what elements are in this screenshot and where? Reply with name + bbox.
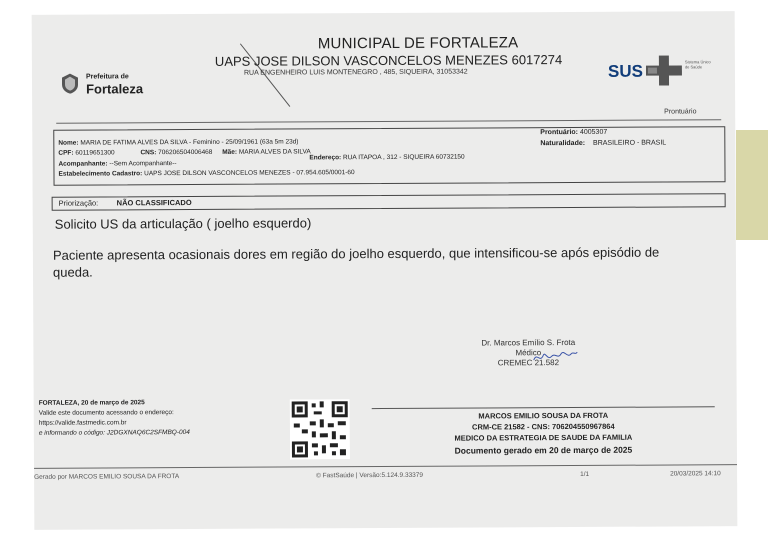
priority-value: NÃO CLASSIFICADO: [116, 198, 192, 208]
acompanhante-row: [58, 160, 176, 168]
prefeitura-label: Prefeitura de: [85, 73, 129, 81]
sus-logo-text: SUS: [607, 61, 643, 81]
document-page: [32, 11, 738, 530]
doctor-role: MEDICO DA ESTRATEGIA DE SAUDE DA FAMILIA: [454, 432, 633, 443]
page-number: 1/1: [580, 470, 590, 478]
cns-label: CNS:: [140, 149, 157, 157]
qr-code: [290, 399, 350, 459]
endereco-row: [309, 154, 464, 162]
estabelecimento-value: UAPS JOSE DILSON VASCONCELOS MENEZES - 07.954.605/0001-60: [144, 169, 355, 178]
sus-cross-icon: [646, 55, 682, 85]
mae-label: Mãe:: [222, 148, 238, 156]
document-generated-date: Documento gerado em 20 de março de 2025: [454, 444, 633, 456]
doctor-block: [372, 409, 715, 457]
prontuario-row: [540, 129, 607, 136]
estabelecimento-label: Estabelecimento Cadastro:: [58, 170, 143, 178]
generated-by: Gerado por MARCOS EMILIO SOUSA DA FROTA: [34, 473, 180, 481]
endereco-value: RUA ITAPOA , 312 - SIQUEIRA 60732150: [342, 153, 465, 162]
cpf-value: 60119651300: [75, 149, 115, 157]
validation-code: e informando o código: J2DGXNAQ6C2SFMBQ-004: [38, 429, 190, 437]
naturalidade-value: BRASILEIRO - BRASIL: [593, 139, 667, 147]
name-label: Nome:: [58, 139, 79, 147]
patient-name: MARIA DE FATIMA ALVES DA SILVA - Feminino - 25/09/1961 (63a 5m 23d): [80, 138, 299, 147]
sus-subtitle: Sistema Único de Saúde: [684, 59, 711, 70]
stamp-role: Médico: [515, 348, 542, 358]
priority-label: Priorização:: [58, 198, 99, 208]
acompanhante-label: Acompanhante:: [58, 160, 108, 168]
validation-info: [39, 398, 190, 439]
patient-cpf-row: [58, 148, 310, 156]
doctor-crm: CRM-CE 21582 - CNS: 706204550967864: [472, 421, 615, 432]
validation-text: Valide este documento acessando o endereço:: [38, 409, 174, 417]
naturalidade-label: Naturalidade:: [540, 139, 586, 148]
background-object: [736, 130, 768, 240]
prefeitura-name: Fortaleza: [86, 81, 144, 97]
software-version: © FastSaúde | Versão:5.124.9.33379: [316, 471, 424, 480]
unit-address: RUA ENGENHEIRO LUIS MONTENEGRO , 485, SIQUEIRA, 31053342: [243, 68, 468, 77]
naturalidade-row: [540, 140, 666, 148]
footer-divider: [34, 464, 737, 469]
patient-info-box: [53, 126, 725, 186]
exam-request: Solicito US da articulação ( joelho esquerdo): [54, 215, 312, 232]
date-place: FORTALEZA, 20 de março de 2025: [38, 399, 145, 407]
prontuario-tag: Prontuário: [664, 108, 697, 116]
header-title: MUNICIPAL DE FORTALEZA: [317, 34, 519, 53]
estabelecimento-row: [58, 169, 354, 178]
endereco-label: Endereço:: [309, 154, 342, 162]
stamp-cremec: CREMEC 21.582: [497, 358, 560, 368]
prontuario-label: Prontuário:: [540, 128, 579, 137]
mae-value: MARIA ALVES DA SILVA: [238, 148, 311, 156]
stamp-name: Dr. Marcos Emílio S. Frota: [481, 338, 576, 348]
header-divider: [56, 119, 721, 123]
cns-value: 706206504006468: [158, 148, 213, 157]
doctor-name: MARCOS EMILIO SOUSA DA FROTA: [478, 410, 609, 421]
city-crest-icon: [60, 73, 80, 95]
validation-url[interactable]: https://valide.fastmedic.com.br: [38, 419, 127, 427]
clinical-description: Paciente apresenta ocasionais dores em região do joelho esquerdo, que intensificou-se após episódio de queda.: [52, 244, 660, 280]
prontuario-value: 4005307: [579, 128, 608, 136]
acompanhante-value: --Sem Acompanhante--: [109, 160, 177, 168]
patient-name-row: [58, 138, 298, 146]
cpf-label: CPF:: [58, 149, 74, 157]
unit-name: UAPS JOSE DILSON VASCONCELOS MENEZES 6017274: [214, 52, 563, 69]
priority-box: [52, 193, 726, 211]
print-datetime: 20/03/2025 14:10: [670, 470, 721, 478]
